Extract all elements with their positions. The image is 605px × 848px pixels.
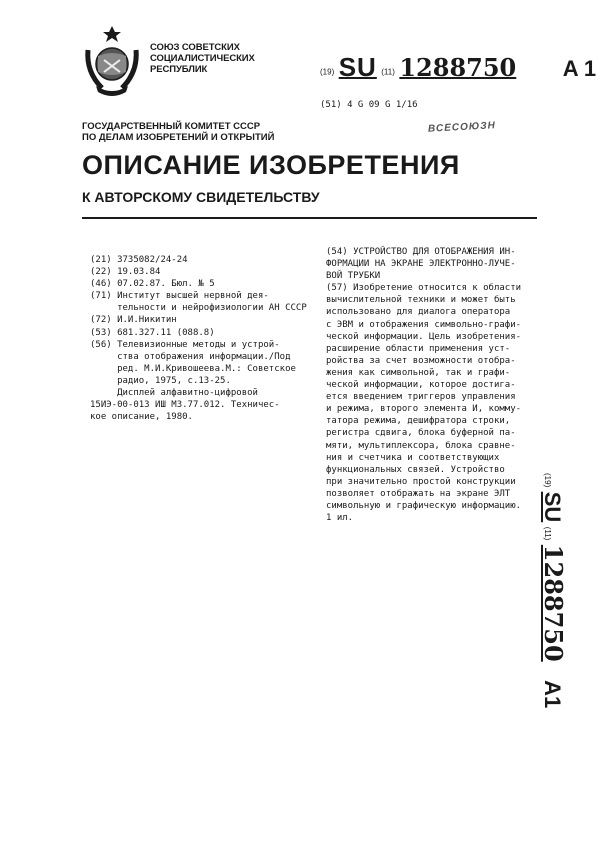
vertical-patent-label	[539, 473, 588, 709]
text-line: использовано для диалога оператора	[326, 307, 511, 318]
text-line: радио, 1975, с.13-25.	[90, 375, 231, 386]
text-line: ства отображения информации./Под	[90, 351, 291, 362]
vertical-code-11: (11)	[543, 526, 552, 541]
text-line: 15ИЭ-00-013 ИШ МЗ.77.012. Техничес-	[90, 400, 280, 411]
text-line: (56) Телевизионные методы и устрой-	[90, 339, 280, 350]
text-line: (53) 681.327.11 (088.8)	[90, 327, 215, 338]
text-line: функциональных связей. Устройство	[326, 464, 505, 475]
ipc-code: (51) 4 G 09 G 1/16	[320, 100, 418, 110]
text-line: вычислительной техники и может быть	[326, 295, 516, 306]
text-line: (57) Изобретение относится к области	[326, 283, 522, 294]
vertical-number: 1288750	[539, 544, 568, 662]
patent-number: 1288750	[399, 53, 517, 82]
committee-line: ПО ДЕЛАМ ИЗОБРЕТЕНИЙ И ОТКРЫТИЙ	[82, 132, 275, 143]
text-line: ческой информации, которое достига-	[326, 380, 516, 391]
bibliographic-column	[90, 254, 315, 423]
text-line: ческой информации. Цель изобретения-	[326, 331, 522, 342]
committee-line: ГОСУДАРСТВЕННЫЙ КОМИТЕТ СССР	[82, 121, 261, 132]
ussr-line: СОЦИАЛИСТИЧЕСКИХ	[150, 53, 255, 64]
text-line: тельности и нейрофизиологии АН СССР	[90, 303, 307, 314]
text-line: ВОЙ ТРУБКИ	[326, 271, 381, 282]
text-line: мяти, мультиплексора, блока сравне-	[326, 440, 516, 451]
country-code: SU	[338, 52, 377, 82]
divider	[82, 217, 537, 219]
vertical-code-19: (19)	[543, 473, 552, 488]
text-line: (71) Институт высшей нервной дея-	[90, 291, 269, 302]
text-line: 1 ил.	[326, 513, 354, 524]
abstract-column	[326, 246, 541, 524]
text-line: (22) 19.03.84	[90, 267, 161, 278]
text-line: ФОРМАЦИИ НА ЭКРАНЕ ЭЛЕКТРОННО-ЛУЧЕ-	[326, 259, 516, 270]
document-number	[320, 52, 596, 83]
text-line: ред. М.И.Кривошеева.М.: Советское	[90, 363, 296, 374]
document-subtitle: К АВТОРСКОМУ СВИДЕТЕЛЬСТВУ	[82, 189, 320, 205]
vertical-country: SU	[540, 491, 565, 523]
text-line: кое описание, 1980.	[90, 412, 193, 423]
ussr-line: РЕСПУБЛИК	[150, 64, 208, 75]
text-line: (21) 3735082/24-24	[90, 255, 188, 265]
text-line: жения как символьной, так и графи-	[326, 367, 511, 378]
text-line: с ЭВМ и отображения символьно-графи-	[326, 319, 522, 330]
text-line: ния и счетчика и соответствующих	[326, 452, 500, 463]
text-line: (54) УСТРОЙСТВО ДЛЯ ОТОБРАЖЕНИЯ ИН-	[326, 247, 516, 257]
text-line: (72) И.И.Никитин	[90, 315, 177, 326]
committee	[82, 121, 274, 143]
text-line: Дисплей алфавитно-цифровой	[90, 388, 258, 399]
text-line: расширение области применения уст-	[326, 343, 511, 354]
code-11: (11)	[381, 67, 395, 77]
text-line: татора режима, дешифратора строки,	[326, 416, 511, 427]
library-stamp: ВСЕСОЮЗН	[427, 120, 497, 135]
code-19: (19)	[320, 67, 335, 77]
text-line: при значительно простой конструкции	[326, 476, 516, 487]
ussr-emblem-icon	[82, 20, 142, 100]
ussr-name	[150, 42, 255, 75]
text-line: и режима, второго элемента И, комму-	[326, 404, 522, 415]
text-line: ется введением триггеров управления	[326, 392, 516, 403]
patent-kind: A 1	[562, 56, 597, 81]
ussr-line: СОЮЗ СОВЕТСКИХ	[150, 42, 240, 53]
document-title: ОПИСАНИЕ ИЗОБРЕТЕНИЯ	[82, 150, 460, 180]
text-line: символьную и графическую информацию.	[326, 500, 522, 511]
vertical-kind: A1	[540, 680, 565, 709]
text-line: ройства за счет возможности отобра-	[326, 355, 516, 366]
text-line: регистра сдвига, блока буферной па-	[326, 428, 516, 439]
text-line: (46) 07.02.87. Бюл. № 5	[90, 279, 215, 290]
text-line: позволяет отображать на экране ЭЛТ	[326, 488, 511, 499]
